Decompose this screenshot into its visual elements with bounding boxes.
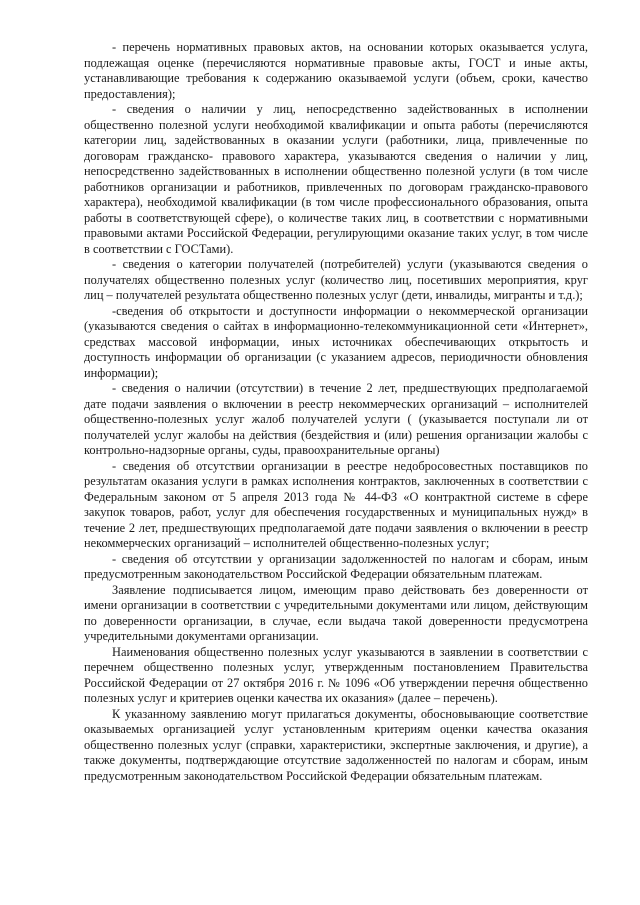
paragraph-application-signature: Заявление подписывается лицом, имеющим право действовать без доверенности от имени организации в соответствии с учредительными документами или лицом, действующим по доверенности организации, в случае, если выдача такой доверенности предусмотрена учредительными документами организации. bbox=[84, 582, 588, 643]
paragraph-information-openness: -сведения об открытости и доступности информации о некоммерческой организации (указываются сведения о сайтах в информационно-телекоммуникационной сети «Интернет», средствах массовой информации, иных источниках обеспечивающих открытость и доступность информации об организации (с указанием адресов, периодичности обновления информации); bbox=[84, 303, 588, 380]
paragraph-service-recipients: - сведения о категории получателей (потребителей) услуги (указываются сведения о получателях общественно полезных услуг (количество лиц, посетивших мероприятия, круг лиц – получателей результата общественно полезных услуг (дети, инвалиды, мигранты и т.д.); bbox=[84, 257, 588, 302]
paragraph-tax-debts: - сведения об отсутствии у организации задолженностей по налогам и сборам, иным предусмотренным законодательством Российской Федерации обязательным платежам. bbox=[84, 551, 588, 581]
paragraph-staff-qualification: - сведения о наличии у лиц, непосредственно задействованных в исполнении общественно полезной услуги необходимой квалификации и опыта работы (перечисляются категории лиц, задействованных в оказании услуги (работники, лица, привлеченные по договорам гражданско- правового характера, указываются сведения о наличии у лиц, непосредственно задействованных в исполнении общественно полезной услуги (в том числе работников организации и работников, привлеченных по договорам гражданско-правового характера), необходимой квалификации (в том числе профессионального образования, опыта работы в соответствующей сфере), о количестве таких лиц, в соответствии с нормативными правовыми актами Российской Федерации, регулирующими оказание таких услуг, в том числе в соответствии с ГОСТами). bbox=[84, 102, 588, 256]
paragraph-legal-acts-list: - перечень нормативных правовых актов, на основании которых оказывается услуга, подлежащая оценке (перечисляются нормативные правовые акты, ГОСТ и иные акты, устанавливающие требования к содержанию оказываемой услуги (объем, сроки, качество предоставления); bbox=[84, 40, 588, 101]
paragraph-attached-documents: К указанному заявлению могут прилагаться документы, обосновывающие соответствие оказываемых организацией услуг установленным критериям оценки качества оказания общественно полезных услуг (справки, характеристики, экспертные заключения, и другие), а также документы, подтверждающие отсутствие задолженностей по налогам и сборам, иным предусмотренным законодательством Российской Федерации обязательным платежам. bbox=[84, 706, 588, 783]
paragraph-complaints: - сведения о наличии (отсутствии) в течение 2 лет, предшествующих предполагаемой дате подачи заявления о включении в реестр некоммерческих организаций – исполнителей общественно-полезных услуг жалоб получателей услуги ( (указывается поступали ли от получателей услуг жалобы на действия (бездействия и (или) решения организации жалобы с контрольно-надзорные органы, суды, правоохранительные органы) bbox=[84, 381, 588, 457]
paragraph-service-names: Наименования общественно полезных услуг указываются в заявлении в соответствии с перечнем общественно полезных услуг, утвержденным постановлением Правительства Российской Федерации от 27 октября 2016 г. № 1096 «Об утверждении перечня общественно полезных услуг и критериев оценки качества их оказания» (далее – перечень). bbox=[84, 644, 588, 705]
paragraph-unfair-suppliers-registry: - сведения об отсутствии организации в реестре недобросовестных поставщиков по результатам оказания услуги в рамках исполнения контрактов, заключенных в соответствии с Федеральным законом от 5 апреля 2013 года № 44-ФЗ «О контрактной системе в сфере закупок товаров, работ, услуг для обеспечения государственных и муниципальных нужд» в течение 2 лет, предшествующих предполагаемой дате подачи заявления о включении в реестр некоммерческих организаций – исполнителей общественно-полезных услуг; bbox=[84, 458, 588, 550]
